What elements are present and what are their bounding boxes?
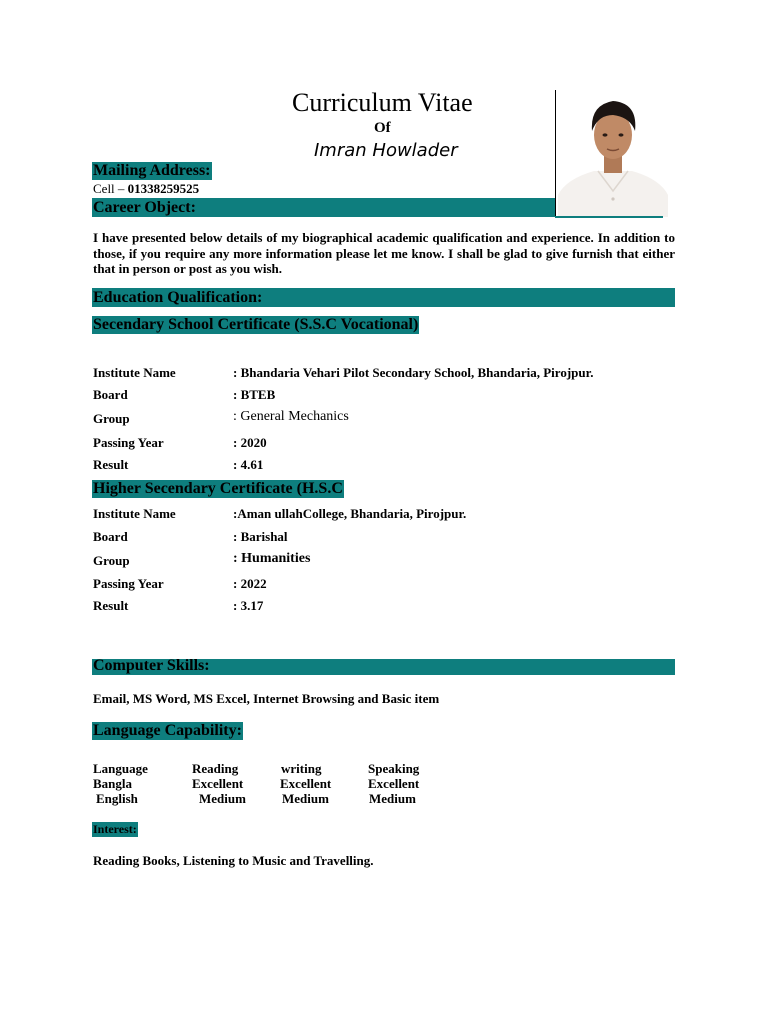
hsc-passing-year-value: : 2022 [233, 576, 267, 591]
hsc-result-key: Result [93, 598, 129, 613]
hsc-institute-key: Institute Name [93, 506, 176, 521]
candidate-name: Imran Howlader [314, 140, 458, 161]
lang-bangla-speaking: Excellent [368, 776, 420, 791]
lang-header-speaking: Speaking [368, 761, 420, 776]
lang-english-writing: Medium [282, 791, 329, 806]
lang-header-language: Language [93, 761, 148, 776]
hsc-group-key: Group [93, 553, 130, 568]
career-object-text: I have presented below details of my biographical academic qualification and experience. In addition to those, if you require any more information please let me know. I shall be glad to give furnish that either that in person or post as you wish. [93, 230, 675, 276]
hsc-heading: Higher Secendary Certificate (H.S.C [93, 480, 343, 497]
lang-english-speaking: Medium [369, 791, 416, 806]
language-capability-heading: Language Capability: [93, 722, 242, 739]
lang-header-writing: writing [281, 761, 322, 776]
lang-bangla-writing: Excellent [280, 776, 332, 791]
document-title: Curriculum Vitae [292, 88, 473, 117]
cell-line [93, 181, 199, 197]
cell-label: Cell – [93, 181, 128, 196]
interest-text: Reading Books, Listening to Music and Travelling. [93, 853, 374, 868]
profile-photo [556, 91, 670, 217]
interest-heading: Interest: [93, 822, 137, 836]
ssc-board-value: : BTEB [233, 387, 276, 402]
ssc-result-value: : 4.61 [233, 457, 264, 472]
ssc-result-key: Result [93, 457, 129, 472]
lang-english-name: English [96, 791, 138, 806]
career-object-bar-extension [555, 216, 663, 218]
hsc-board-value: : Barishal [233, 529, 288, 544]
computer-skills-text: Email, MS Word, MS Excel, Internet Browsing and Basic item [93, 691, 440, 706]
lang-bangla-reading: Excellent [192, 776, 244, 791]
lang-english-reading: Medium [199, 791, 246, 806]
hsc-board-key: Board [93, 529, 128, 544]
career-object-heading: Career Object: [93, 199, 196, 216]
ssc-passing-year-value: : 2020 [233, 435, 267, 450]
mailing-address-heading: Mailing Address: [93, 162, 211, 179]
ssc-institute-value: : Bhandaria Vehari Pilot Secondary School, Bhandaria, Pirojpur. [233, 365, 594, 380]
cell-number: 01338259525 [127, 181, 200, 196]
title-of: Of [374, 120, 391, 136]
lang-bangla-name: Bangla [93, 776, 133, 791]
ssc-passing-year-key: Passing Year [93, 435, 164, 450]
hsc-result-value: : 3.17 [233, 598, 264, 613]
hsc-passing-year-key: Passing Year [93, 576, 164, 591]
ssc-heading: Secendary School Certificate (S.S.C Vocational) [93, 316, 419, 333]
computer-skills-heading: Computer Skills: [93, 657, 210, 674]
ssc-board-key: Board [93, 387, 128, 402]
education-heading: Education Qualification: [93, 289, 263, 306]
ssc-group-key: Group [93, 411, 130, 426]
ssc-institute-key: Institute Name [93, 365, 176, 380]
hsc-group-value: : Humanities [233, 551, 311, 566]
hsc-institute-value: :Aman ullahCollege, Bhandaria, Pirojpur. [233, 506, 467, 521]
lang-header-reading: Reading [192, 761, 239, 776]
ssc-group-value: : General Mechanics [233, 409, 349, 424]
